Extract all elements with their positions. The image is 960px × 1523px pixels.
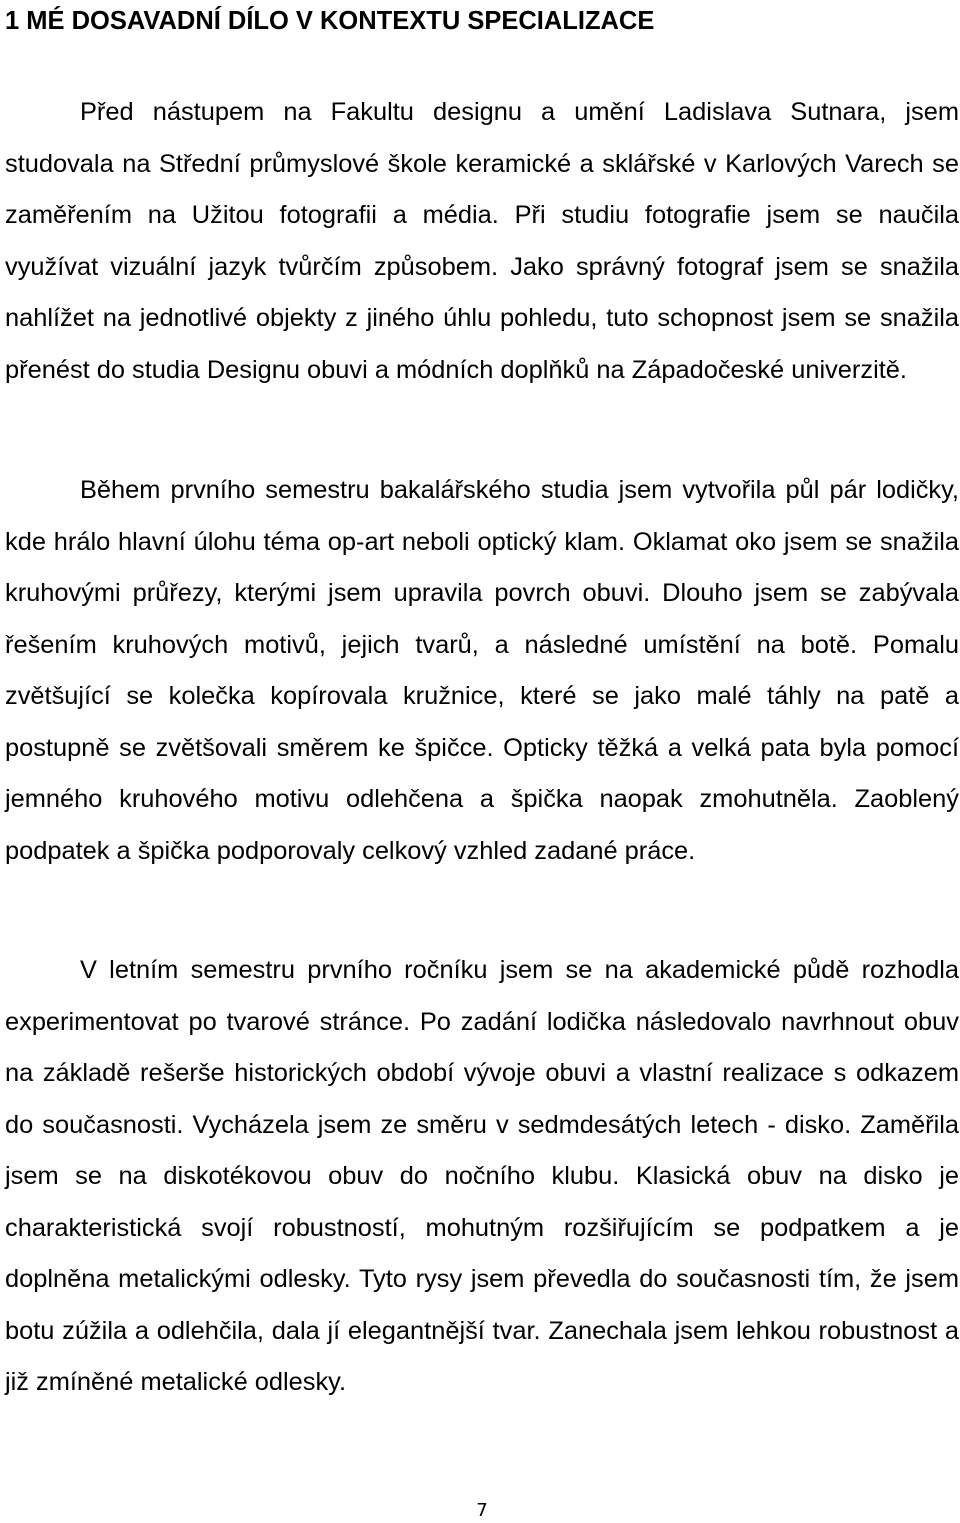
paragraph-summer-semester: V letním semestru prvního ročníku jsem se na akademické půdě rozhodla experimentovat po tvarové stránce. Po zadání lodička následovalo navrhnout obuv na základě rešerše historických období vývoje obuvi a vlastní realizace s odkazem do současnosti. Vycházela jsem ze směru v sedmdesátých letech - disko. Zaměřila jsem se na diskotékovou obuv do nočního klubu. Klasická obuv na disko je charakteristická svojí robustností, mohutným rozšiřujícím se podpatkem a je doplněna metalickými odlesky. Tyto rysy jsem převedla do současnosti tím, že jsem botu zúžila a odlehčila, dala jí elegantnější tvar. Zanechala jsem lehkou robustnost a již zmíněné metalické odlesky. (5, 956, 959, 1396)
paragraph-previous-studies: Před nástupem na Fakultu designu a umění Ladislava Sutnara, jsem studovala na Střední průmyslové škole keramické a sklářské v Karlových Varech se zaměřením na Užitou fotografii a média. Při studiu fotografie jsem se naučila využívat vizuální jazyk tvůrčím způsobem. Jako správný fotograf jsem se snažila nahlížet na jednotlivé objekty z jiného úhlu pohledu, tuto schopnost jsem se snažila přenést do studia Designu obuvi a módních doplňků na Západočeské univerzitě. (5, 98, 959, 384)
document-page (5, 0, 959, 1523)
page-number: 7 (476, 1500, 488, 1521)
paragraph-first-semester: Během prvního semestru bakalářského studia jsem vytvořila půl pár lodičky, kde hrálo hlavní úlohu téma op-art neboli optický klam. Oklamat oko jsem se snažila kruhovými průřezy, kterými jsem upravila povrch obuvi. Dlouho jsem se zabývala řešením kruhových motivů, jejich tvarů, a následné umístění na botě. Pomalu zvětšující se kolečka kopírovala kružnice, které se jako malé táhly na patě a postupně se zvětšovali směrem ke špičce. Opticky těžká a velká pata byla pomocí jemného kruhového motivu odlehčena a špička naopak zmohutněla. Zaoblený podpatek a špička podporovaly celkový vzhled zadané práce. (5, 476, 959, 865)
chapter-heading: 1 MÉ DOSAVADNÍ DÍLO V KONTEXTU SPECIALIZACE (5, 7, 655, 35)
